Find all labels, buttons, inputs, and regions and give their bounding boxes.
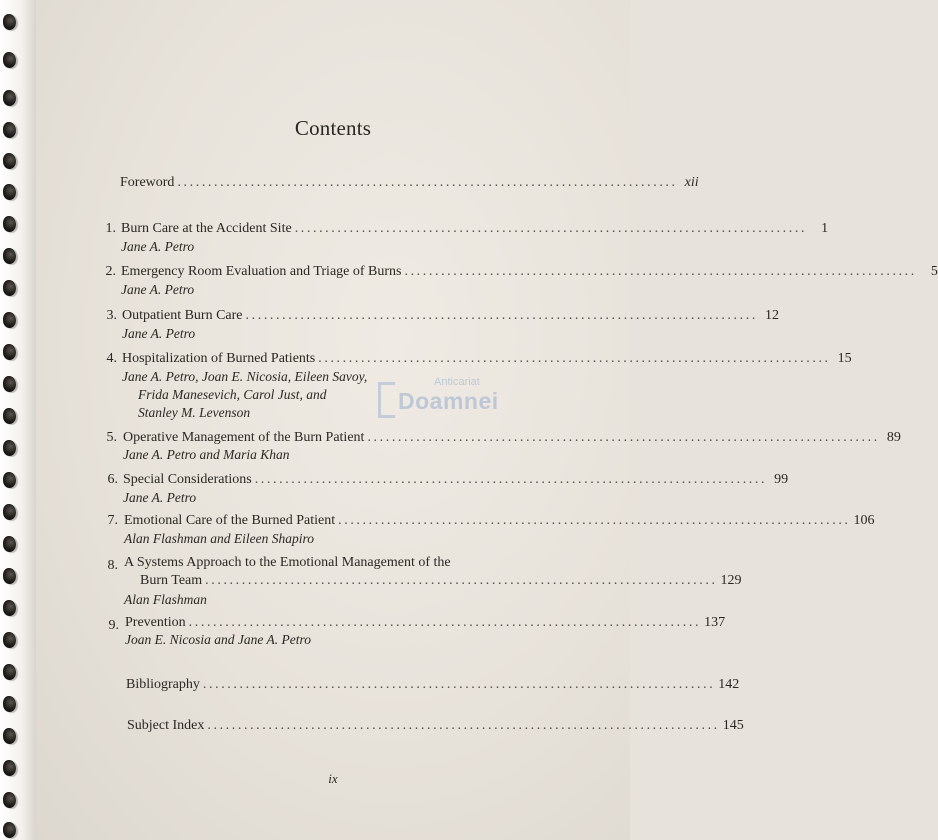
toc-entry-line bbox=[124, 512, 875, 530]
toc-page-number: 12 bbox=[764, 308, 779, 323]
dot-leader: .................................................................................... bbox=[202, 677, 716, 692]
toc-authors: Joan E. Nicosia and Jane A. Petro bbox=[125, 632, 311, 647]
chapter-number: 3. bbox=[106, 308, 117, 323]
toc-entry-title: Burn Team bbox=[140, 573, 203, 588]
toc-entry-title-line1: A Systems Approach to the Emotional Management of the bbox=[124, 555, 451, 570]
dot-leader: .................................................................................... bbox=[294, 221, 808, 236]
binding-coil bbox=[3, 122, 16, 138]
binding-coil bbox=[3, 153, 16, 169]
watermark-bracket bbox=[378, 382, 395, 418]
binding-coil bbox=[3, 376, 16, 392]
binding-coil bbox=[3, 504, 16, 520]
chapter-number: 9. bbox=[108, 618, 119, 633]
chapter-number: 4. bbox=[106, 351, 117, 366]
binding-coil bbox=[3, 632, 16, 648]
binding-coil bbox=[3, 312, 16, 328]
toc-entry-line bbox=[125, 614, 726, 632]
binding-coil bbox=[3, 248, 16, 264]
page-folio: ix bbox=[328, 771, 338, 786]
binding-coil bbox=[3, 792, 16, 808]
contents-page bbox=[36, 0, 938, 840]
binding-coil bbox=[3, 696, 16, 712]
binding-coil bbox=[3, 216, 16, 232]
watermark-logo bbox=[378, 376, 508, 426]
binding-coil bbox=[3, 472, 16, 488]
toc-authors: Jane A. Petro bbox=[121, 239, 195, 254]
toc-authors: Alan Flashman bbox=[124, 592, 207, 607]
toc-entry-title: Burn Care at the Accident Site bbox=[121, 221, 292, 236]
binding-coil bbox=[3, 728, 16, 744]
toc-page-number: 145 bbox=[722, 718, 744, 733]
toc-page-number: 1 bbox=[821, 221, 829, 236]
toc-authors: Jane A. Petro bbox=[122, 326, 196, 341]
toc-page-number: 106 bbox=[853, 513, 875, 528]
binding-coil bbox=[3, 440, 16, 456]
dot-leader: .................................................................................... bbox=[318, 351, 831, 366]
toc-page-number: 142 bbox=[718, 677, 740, 692]
dot-leader: .................................................................................... bbox=[205, 573, 718, 588]
toc-entry-title: Bibliography bbox=[126, 677, 200, 692]
binding-coil bbox=[3, 14, 16, 30]
toc-authors: Jane A. Petro, Joan E. Nicosia, Eileen Savoy, bbox=[122, 369, 368, 384]
dot-leader: .................................................................................. bbox=[177, 175, 678, 190]
binding-coil bbox=[3, 822, 16, 838]
toc-authors: Frida Manesevich, Carol Just, and bbox=[138, 387, 327, 402]
chapter-number: 2. bbox=[105, 264, 116, 279]
toc-page-number: 15 bbox=[837, 351, 852, 366]
toc-entry-bibliography bbox=[126, 676, 740, 694]
dot-leader: .................................................................................... bbox=[338, 513, 851, 528]
toc-entry-title: Outpatient Burn Care bbox=[122, 308, 243, 323]
binding-coil bbox=[3, 760, 16, 776]
toc-entry-line bbox=[140, 572, 742, 590]
toc-entry-title: Operative Management of the Burn Patient bbox=[123, 430, 365, 445]
toc-entry-foreword bbox=[120, 174, 699, 192]
toc-entry-title: Emotional Care of the Burned Patient bbox=[124, 513, 336, 528]
chapter-number: 5. bbox=[106, 430, 117, 445]
binding-coil bbox=[3, 568, 16, 584]
toc-entry-line bbox=[121, 220, 829, 238]
binding-coil bbox=[3, 52, 16, 68]
dot-leader: .................................................................................... bbox=[367, 430, 880, 445]
binding-coil bbox=[3, 408, 16, 424]
chapter-number: 1. bbox=[105, 221, 116, 236]
toc-entry-line bbox=[122, 350, 852, 368]
toc-page-number: 129 bbox=[720, 573, 742, 588]
spiral-binding bbox=[0, 0, 36, 840]
dot-leader: .................................................................................... bbox=[254, 472, 768, 487]
binding-coil bbox=[3, 184, 16, 200]
binding-coil bbox=[3, 600, 16, 616]
toc-entry-line bbox=[122, 307, 779, 325]
toc-authors: Stanley M. Levenson bbox=[138, 405, 251, 420]
chapter-number: 6. bbox=[107, 472, 118, 487]
binding-coil bbox=[3, 90, 16, 106]
toc-authors: Jane A. Petro bbox=[121, 282, 195, 297]
watermark-small-text: Anticariat bbox=[434, 376, 480, 388]
toc-entry-line bbox=[121, 263, 938, 281]
toc-entry-line bbox=[123, 429, 901, 447]
toc-authors: Jane A. Petro and Maria Khan bbox=[123, 447, 290, 462]
toc-entry-title: Subject Index bbox=[127, 718, 205, 733]
dot-leader: .................................................................................... bbox=[404, 264, 917, 279]
toc-entry-title: Hospitalization of Burned Patients bbox=[122, 351, 316, 366]
watermark-big-text: Doamnei bbox=[398, 388, 499, 414]
toc-entry-subject-index bbox=[127, 717, 744, 735]
binding-coil bbox=[3, 664, 16, 680]
toc-entry-title: Special Considerations bbox=[123, 472, 252, 487]
chapter-number: 8. bbox=[107, 558, 118, 573]
toc-entry-line bbox=[123, 471, 789, 489]
toc-entry-title: Emergency Room Evaluation and Triage of Burns bbox=[121, 264, 402, 279]
toc-authors: Jane A. Petro bbox=[123, 490, 197, 505]
toc-page-number: 99 bbox=[774, 472, 789, 487]
toc-page-number: 5 bbox=[930, 264, 938, 279]
toc-entry-title: Prevention bbox=[125, 615, 186, 630]
binding-coil bbox=[3, 344, 16, 360]
dot-leader: .................................................................................... bbox=[207, 718, 720, 733]
binding-coil bbox=[3, 536, 16, 552]
binding-coil bbox=[3, 280, 16, 296]
toc-entry-title: Foreword bbox=[120, 175, 175, 190]
toc-authors: Alan Flashman and Eileen Shapiro bbox=[124, 531, 314, 546]
chapter-number: 7. bbox=[107, 513, 118, 528]
dot-leader: .................................................................................... bbox=[245, 308, 758, 323]
toc-page-number: xii bbox=[684, 175, 699, 190]
dot-leader: .................................................................................... bbox=[188, 615, 702, 630]
toc-page-number: 89 bbox=[886, 430, 901, 445]
page-title: Contents bbox=[294, 116, 372, 140]
toc-page-number: 137 bbox=[704, 615, 726, 630]
